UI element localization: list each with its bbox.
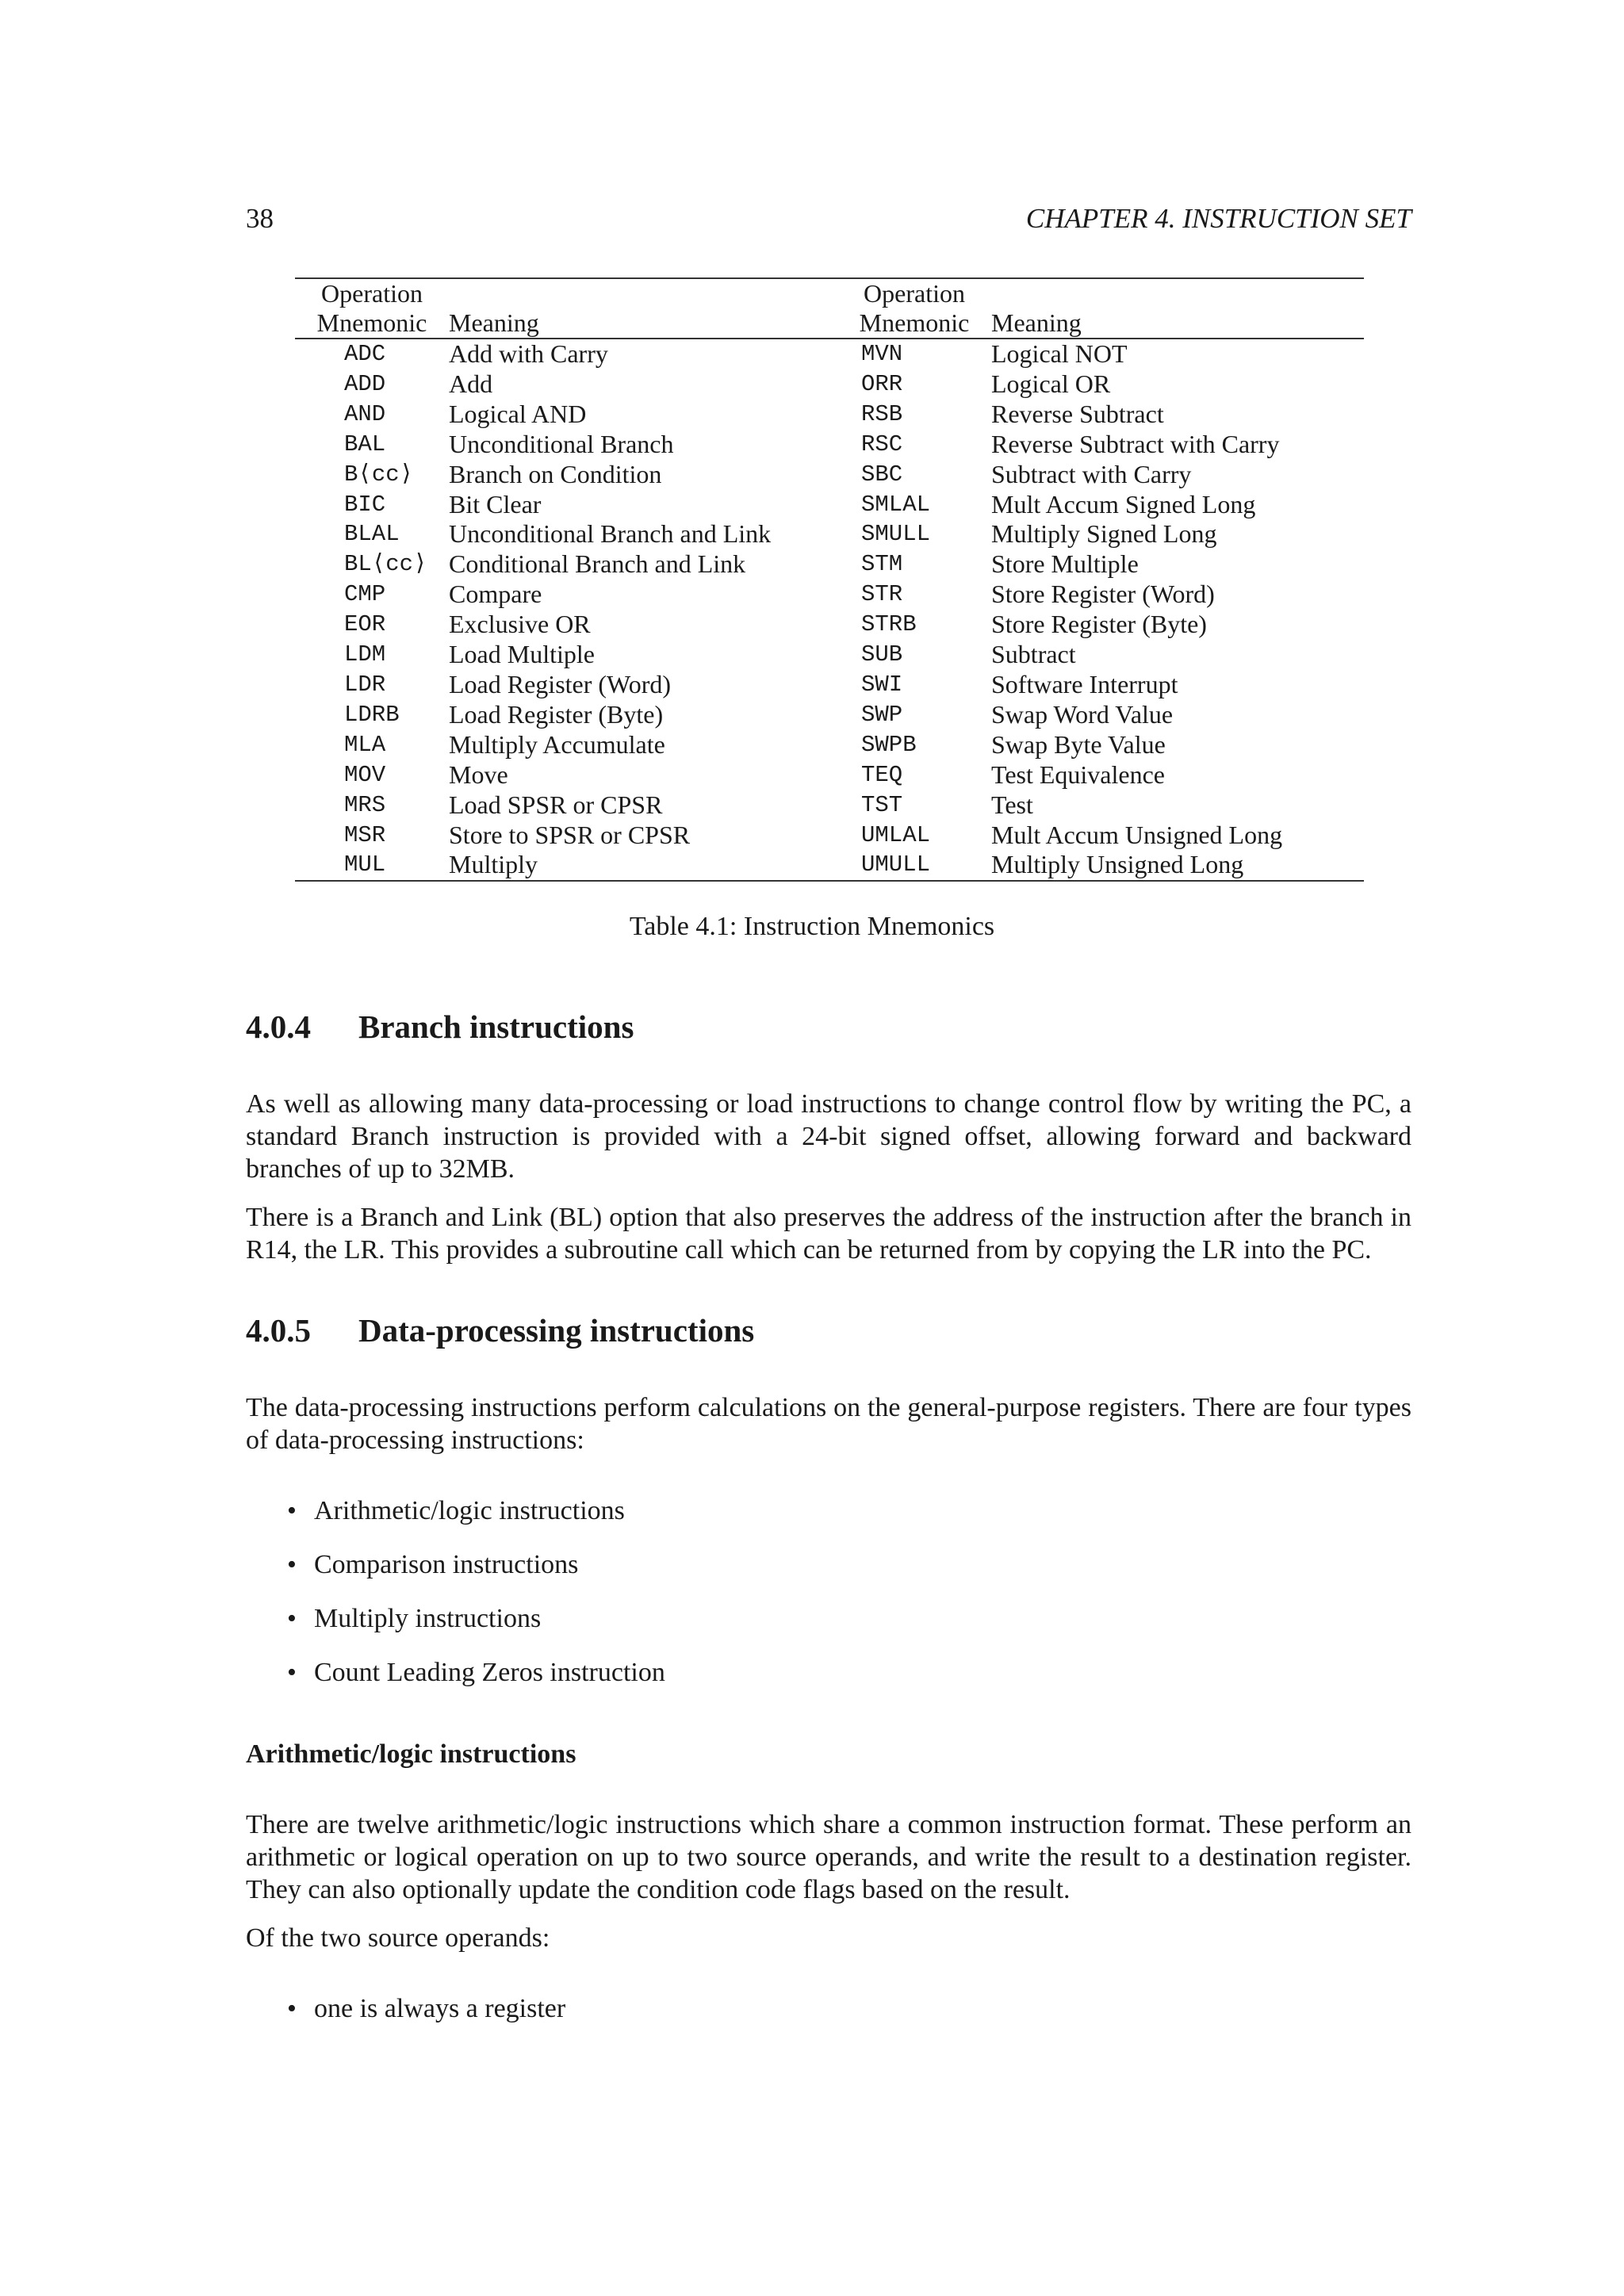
table-row bbox=[295, 670, 1364, 700]
mnemonic-cell: ADD bbox=[344, 370, 386, 397]
meaning-cell: Multiply Signed Long bbox=[991, 519, 1217, 549]
header-operation-text: Operation bbox=[321, 279, 423, 308]
meaning-cell: Store Register (Word) bbox=[991, 580, 1215, 609]
mnemonic-cell: TST bbox=[861, 791, 903, 818]
mnemonic-cell: MVN bbox=[861, 341, 903, 367]
page-header bbox=[246, 203, 1411, 239]
list-item: • Arithmetic/logic instructions bbox=[287, 1496, 625, 1525]
meaning-cell: Bit Clear bbox=[449, 489, 542, 519]
mnemonic-cell: BL⟨cc⟩ bbox=[344, 551, 427, 578]
list-item: • Count Leading Zeros instruction bbox=[287, 1658, 665, 1687]
mnemonic-cell: MLA bbox=[344, 731, 386, 758]
page-number: 38 bbox=[246, 203, 274, 234]
table-row bbox=[295, 790, 1364, 821]
section-heading-branch bbox=[246, 1007, 1411, 1047]
mnemonic-cell: SUB bbox=[861, 641, 903, 668]
table-row bbox=[295, 760, 1364, 790]
bullet-list bbox=[246, 1992, 1411, 2025]
list-item: • Comparison instructions bbox=[287, 1550, 579, 1579]
mnemonic-cell: UMLAL bbox=[861, 821, 931, 848]
mnemonic-cell: RSB bbox=[861, 400, 903, 427]
bullet-list bbox=[246, 1494, 1411, 1689]
mnemonic-cell: CMP bbox=[344, 581, 386, 608]
bullet-icon: • bbox=[287, 1604, 297, 1633]
table-row bbox=[295, 610, 1364, 640]
section-title: Data-processing instructions bbox=[358, 1312, 755, 1349]
meaning-cell: Unconditional Branch and Link bbox=[449, 519, 772, 549]
header-meaning-right: Meaning bbox=[991, 308, 1082, 337]
table-row bbox=[295, 580, 1364, 610]
meaning-cell: Mult Accum Signed Long bbox=[991, 489, 1256, 519]
mnemonic-cell: BAL bbox=[344, 430, 386, 457]
mnemonic-cell: TEQ bbox=[861, 761, 903, 788]
mnemonic-cell: STM bbox=[861, 551, 903, 578]
table-row bbox=[295, 700, 1364, 730]
meaning-cell: Test Equivalence bbox=[991, 760, 1165, 789]
section-number: 4.0.4 bbox=[246, 1008, 311, 1045]
table-row bbox=[295, 730, 1364, 760]
mnemonic-cell: RSC bbox=[861, 430, 903, 457]
mnemonic-cell: SBC bbox=[861, 461, 903, 488]
mnemonic-cell: SWPB bbox=[861, 731, 917, 758]
meaning-cell: Subtract bbox=[991, 640, 1076, 669]
table-header bbox=[295, 278, 1364, 339]
bullet-icon: • bbox=[287, 1994, 297, 2023]
mnemonic-cell: MUL bbox=[344, 851, 386, 878]
mnemonic-cell: BIC bbox=[344, 491, 386, 518]
meaning-cell: Load Register (Word) bbox=[449, 669, 671, 698]
section-title: Branch instructions bbox=[358, 1008, 634, 1045]
bullet-icon: • bbox=[287, 1496, 297, 1525]
meaning-cell: Logical NOT bbox=[991, 339, 1128, 368]
table-row bbox=[295, 339, 1364, 369]
list-item: • Multiply instructions bbox=[287, 1604, 542, 1633]
mnemonic-cell: LDRB bbox=[344, 701, 400, 728]
meaning-cell: Multiply Accumulate bbox=[449, 729, 665, 759]
meaning-cell: Add bbox=[449, 369, 493, 398]
mnemonic-cell: LDM bbox=[344, 641, 386, 668]
paragraph: Of the two source operands: bbox=[246, 1923, 550, 1953]
section-number: 4.0.5 bbox=[246, 1312, 311, 1349]
mnemonic-cell: AND bbox=[344, 400, 386, 427]
table-row bbox=[295, 400, 1364, 430]
subsection-heading-arithmetic-logic: Arithmetic/logic instructions bbox=[246, 1739, 576, 1769]
mnemonic-cell: SWP bbox=[861, 701, 903, 728]
table-row bbox=[295, 460, 1364, 490]
meaning-cell: Unconditional Branch bbox=[449, 429, 674, 458]
meaning-cell: Software Interrupt bbox=[991, 669, 1178, 698]
header-mnemonic-text: Mnemonic bbox=[316, 308, 427, 337]
meaning-cell: Multiply bbox=[449, 850, 538, 879]
meaning-cell: Swap Word Value bbox=[991, 699, 1174, 729]
mnemonic-cell: SMLAL bbox=[861, 491, 931, 518]
paragraph: As well as allowing many data-processing or load instructions to change control flow by writing the PC, a standard Branch instruction is provided with a 24-bit signed offset, allowing forward and backward branches of up to 32MB. bbox=[246, 1089, 1411, 1184]
mnemonic-cell: MSR bbox=[344, 821, 386, 848]
meaning-cell: Store Register (Byte) bbox=[991, 610, 1207, 639]
paragraph: There is a Branch and Link (BL) option that also preserves the address of the instruction after the branch in R14, the LR. This provides a subroutine call which can be returned from by copying the LR into the PC. bbox=[246, 1203, 1411, 1265]
meaning-cell: Multiply Unsigned Long bbox=[991, 850, 1244, 879]
table-row bbox=[295, 549, 1364, 580]
mnemonic-cell: STRB bbox=[861, 611, 917, 638]
meaning-cell: Exclusive OR bbox=[449, 610, 591, 639]
mnemonic-cell: MRS bbox=[344, 791, 386, 818]
meaning-cell: Mult Accum Unsigned Long bbox=[991, 820, 1283, 849]
meaning-cell: Load SPSR or CPSR bbox=[449, 790, 663, 819]
meaning-cell: Logical OR bbox=[991, 369, 1111, 398]
header-op-mnemonic-right bbox=[837, 278, 991, 339]
mnemonic-cell: LDR bbox=[344, 671, 386, 698]
meaning-cell: Load Register (Byte) bbox=[449, 699, 664, 729]
table-row bbox=[295, 490, 1364, 520]
mnemonics-table bbox=[295, 277, 1364, 882]
header-meaning-left: Meaning bbox=[449, 308, 539, 337]
mnemonic-cell: SMULL bbox=[861, 521, 931, 548]
meaning-cell: Branch on Condition bbox=[449, 459, 662, 488]
meaning-cell: Reverse Subtract bbox=[991, 399, 1164, 428]
mnemonic-cell: STR bbox=[861, 581, 903, 608]
mnemonics-table-container bbox=[295, 277, 1364, 882]
paragraph: The data-processing instructions perform calculations on the general-purpose registers. There are four types of data-processing instructions: bbox=[246, 1393, 1411, 1455]
meaning-cell: Load Multiple bbox=[449, 640, 595, 669]
paragraph: There are twelve arithmetic/logic instructions which share a common instruction format. These perform an arithmetic or logical operation on up to two source operands, and write the result to a destination register. They can also optionally update the condition code flags based on the result. bbox=[246, 1810, 1411, 1904]
table-row bbox=[295, 850, 1364, 881]
meaning-cell: Conditional Branch and Link bbox=[449, 549, 746, 579]
mnemonic-cell: UMULL bbox=[861, 851, 931, 878]
meaning-cell: Subtract with Carry bbox=[991, 459, 1192, 488]
bullet-icon: • bbox=[287, 1550, 297, 1579]
chapter-title: CHAPTER 4. INSTRUCTION SET bbox=[1025, 203, 1411, 234]
mnemonic-cell: ADC bbox=[344, 341, 386, 367]
meaning-cell: Move bbox=[449, 760, 508, 789]
meaning-cell: Swap Byte Value bbox=[991, 729, 1166, 759]
table-row bbox=[295, 519, 1364, 549]
table-caption: Table 4.1: Instruction Mnemonics bbox=[629, 912, 995, 941]
header-op-mnemonic-left bbox=[295, 278, 449, 339]
meaning-cell: Compare bbox=[449, 580, 542, 609]
mnemonic-cell: EOR bbox=[344, 611, 386, 638]
table-row bbox=[295, 821, 1364, 851]
mnemonic-cell: B⟨cc⟩ bbox=[344, 461, 414, 488]
table-row bbox=[295, 369, 1364, 400]
mnemonic-cell: SWI bbox=[861, 671, 903, 698]
meaning-cell: Reverse Subtract with Carry bbox=[991, 429, 1280, 458]
meaning-cell: Test bbox=[991, 790, 1033, 819]
mnemonic-cell: ORR bbox=[861, 370, 903, 397]
bullet-icon: • bbox=[287, 1658, 297, 1687]
page-content bbox=[246, 1007, 1411, 2074]
table-row bbox=[295, 430, 1364, 460]
meaning-cell: Store Multiple bbox=[991, 549, 1139, 579]
mnemonic-cell: MOV bbox=[344, 761, 386, 788]
section-heading-data-processing bbox=[246, 1311, 1411, 1350]
header-mnemonic-text: Mnemonic bbox=[859, 308, 970, 337]
table-row bbox=[295, 640, 1364, 670]
mnemonic-cell: BLAL bbox=[344, 521, 400, 548]
table-body bbox=[295, 339, 1364, 881]
meaning-cell: Logical AND bbox=[449, 399, 587, 428]
list-item: • one is always a register bbox=[287, 1994, 566, 2023]
meaning-cell: Store to SPSR or CPSR bbox=[449, 820, 691, 849]
header-operation-text: Operation bbox=[864, 279, 965, 308]
meaning-cell: Add with Carry bbox=[449, 339, 608, 368]
